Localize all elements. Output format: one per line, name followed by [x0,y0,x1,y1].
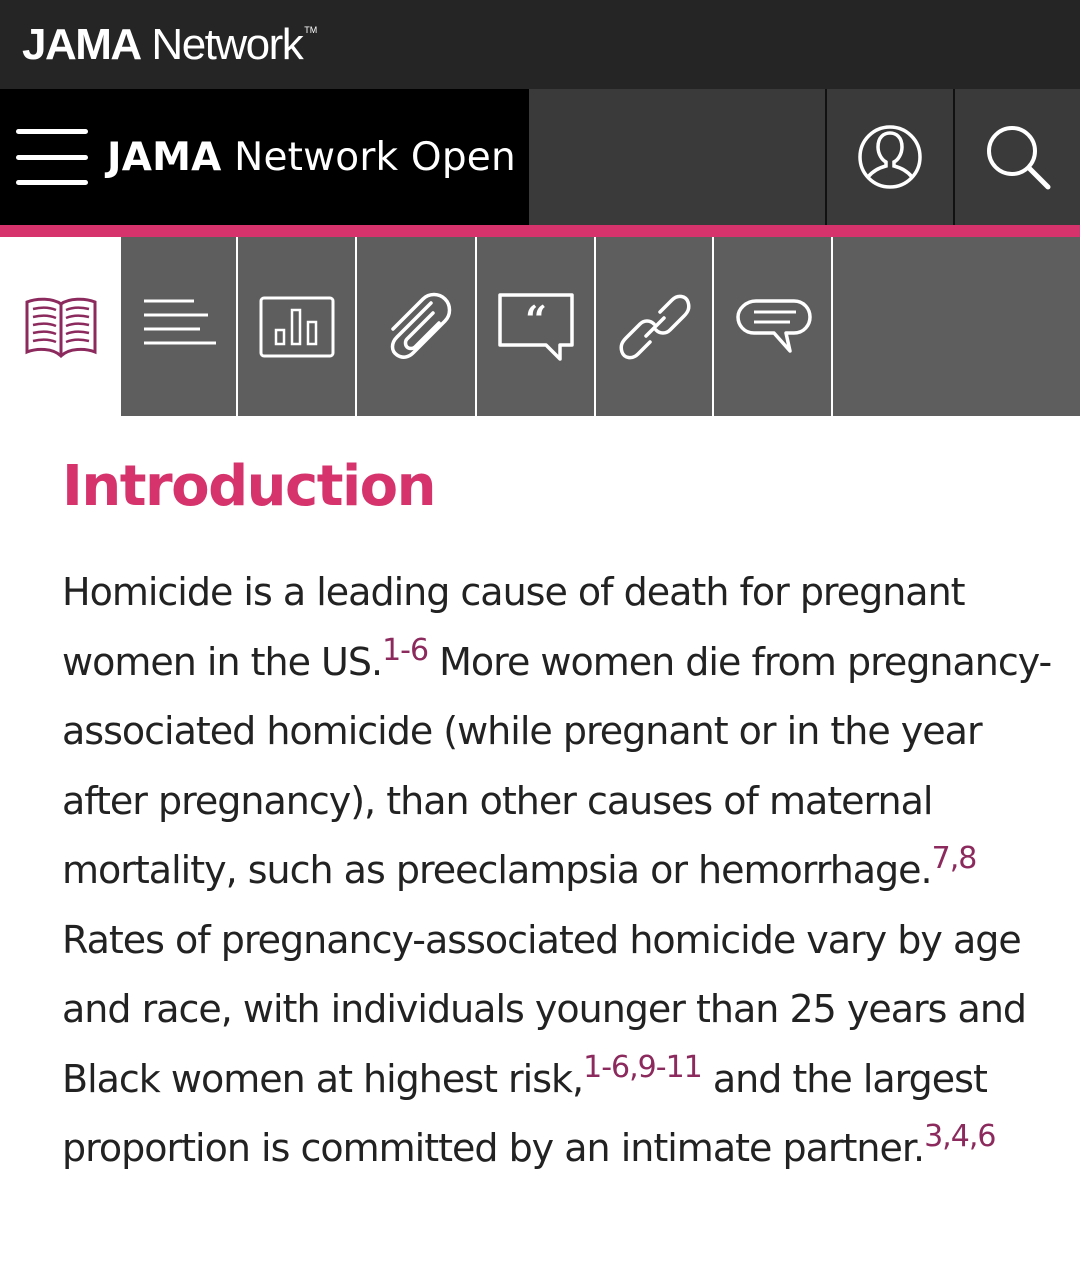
link-icon [616,288,694,366]
tab-supplements[interactable] [355,237,476,416]
sentence-text: Rates of pregnancy-associated homicide vary by age and race, with individuals younger than 25 years and Black women at highest risk, [62,917,1027,1101]
bar-chart-icon [259,296,335,358]
paperclip-icon [379,289,455,365]
tab-figures[interactable] [236,237,356,416]
tab-comments[interactable] [712,237,833,416]
jama-network-logo[interactable] [22,20,317,70]
tab-cite[interactable] [475,237,595,416]
tab-outline[interactable] [121,237,238,416]
reference-separator: , [949,841,959,876]
comment-icon [734,295,814,359]
accent-rule [0,225,1080,237]
article-toolbar [0,237,1080,416]
reference-link[interactable]: 1-6 [583,1049,630,1085]
book-open-icon [23,294,99,360]
reference-separator: , [968,1119,978,1154]
toolbar-empty-slot [831,237,1080,416]
reference-link[interactable]: 4 [950,1119,969,1154]
search-icon [982,121,1054,193]
quote-bubble-icon [496,291,576,363]
tab-article-full-text[interactable] [0,237,121,416]
network-bar [0,0,1080,89]
logo-trademark: TM [304,24,318,35]
journal-title-rest: Network Open [221,134,516,180]
section-title: Introduction [62,454,436,519]
reference-link[interactable]: 6 [977,1119,996,1154]
sentence-text: and the largest proportion is committed by an intimate partner. [62,1056,987,1170]
search-button[interactable] [953,89,1080,225]
menu-line [16,129,88,134]
journal-title-bold: JAMA [107,134,222,180]
reference-link[interactable]: 7 [931,841,950,876]
reference-link[interactable]: 1-6 [382,632,429,668]
reference-separator: , [629,1049,638,1085]
journal-header [0,89,1080,225]
reference-separator: , [942,1119,951,1154]
tab-permissions-link[interactable] [594,237,714,416]
hamburger-menu-icon[interactable] [16,129,88,185]
logo-light-text: Network [140,19,303,69]
reference-link[interactable]: 3 [924,1119,943,1154]
introduction-paragraph [62,558,1052,1184]
user-account-button[interactable] [825,89,952,225]
outline-list-icon [142,297,218,357]
user-account-icon [856,123,924,191]
reference-link[interactable]: 8 [958,841,977,876]
reference-link[interactable]: 9-11 [637,1049,702,1085]
menu-line [16,180,88,185]
logo-bold-text: JAMA [22,19,141,69]
sentence-text: Homicide is a leading cause of death for pregnant women in the US. [62,570,965,684]
journal-title[interactable] [107,135,516,180]
menu-line [16,155,88,160]
sentence-text: More women die from pregnancy-associated homicide (while pregnant or in the year after pregnancy), than other causes of maternal mortality, such as preeclampsia or hemorrhage. [62,639,1052,892]
journal-brand [0,89,529,225]
svg-text:“: “ [525,296,547,342]
